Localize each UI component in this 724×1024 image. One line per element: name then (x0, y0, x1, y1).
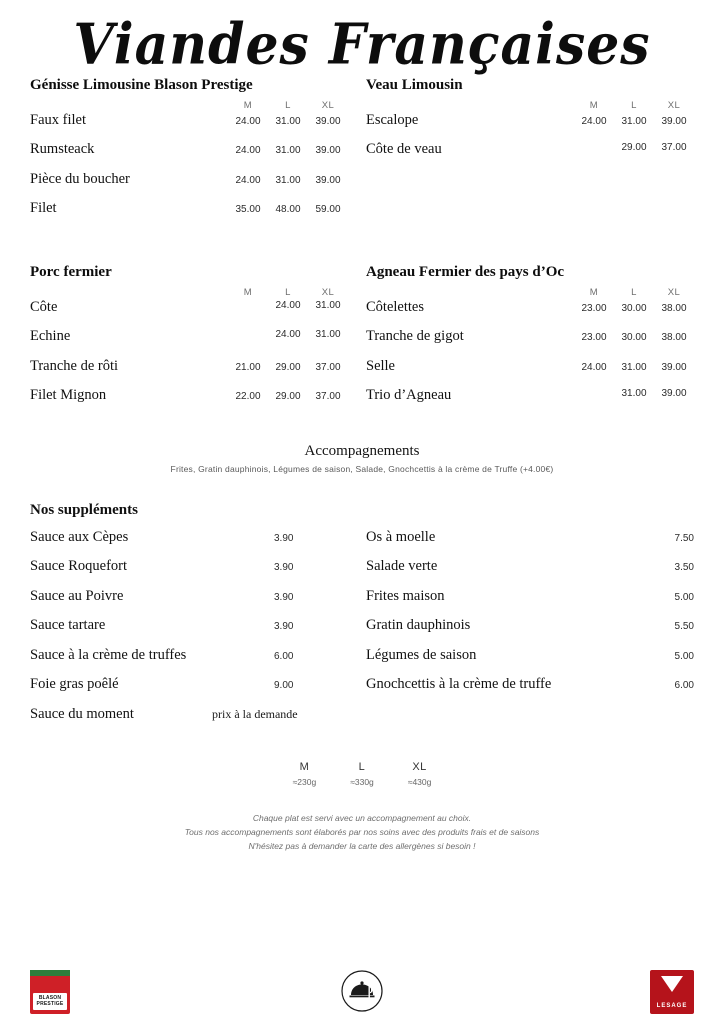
supplement-price: 6.00 (674, 680, 694, 692)
supplement-price: 3.90 (274, 621, 294, 633)
supplements-block (0, 529, 724, 736)
size-label-xl: XL (667, 286, 681, 298)
lesage-logo (650, 970, 694, 1014)
menu-item (30, 141, 348, 171)
footer-logos (0, 962, 724, 1016)
supplements-column-right (362, 529, 694, 736)
weight-entry-m (293, 761, 317, 787)
item-prices (228, 329, 348, 340)
price-l: 24.00 (275, 329, 301, 341)
item-name: Faux filet (30, 111, 86, 128)
accompagnements-description: Frites, Gratin dauphinois, Légumes de saison, Salade, Gnochcettis à la crème de Truffe (+4.00€) (170, 463, 554, 474)
item-name: Côte (30, 298, 58, 315)
supplement-price: 7.50 (674, 532, 694, 544)
price-xl: 59.00 (315, 204, 341, 216)
restaurant-cloche-icon (341, 970, 383, 1012)
weight-value: ≈230g (292, 777, 317, 788)
item-name: Pièce du boucher (30, 170, 130, 187)
price-xl: 39.00 (661, 115, 687, 127)
price-xl: 39.00 (661, 361, 687, 373)
menu-item (30, 112, 348, 142)
supplement-price: 3.90 (274, 532, 294, 544)
menu-item (366, 141, 694, 171)
item-name: Filet Mignon (30, 387, 107, 404)
price-m: 24.00 (581, 115, 607, 127)
weight-value: ≈330g (350, 777, 374, 788)
supplement-name: Salade verte (366, 558, 438, 575)
price-l: 29.00 (275, 391, 301, 403)
menu-item (366, 112, 694, 142)
blason-prestige-badge-icon (30, 970, 70, 1014)
section-title-porc: Porc fermier (30, 263, 112, 280)
supplement-price: 6.00 (274, 650, 294, 662)
supplement-item (30, 647, 352, 677)
item-name: Selle (366, 357, 395, 374)
price-m: 35.00 (235, 204, 261, 216)
price-l: 31.00 (621, 361, 647, 373)
supplement-item (30, 558, 352, 588)
supplement-item (30, 588, 352, 618)
supplement-name: Gnochcettis à la crème de truffe (366, 676, 552, 693)
item-prices (228, 116, 348, 127)
footnote-line: Chaque plat est servi avec un accompagnement au choix. (252, 813, 472, 824)
weight-letter: L (358, 761, 366, 774)
price-l: 31.00 (621, 115, 647, 127)
supplement-name: Gratin dauphinois (366, 617, 471, 634)
menu-row-pork-lamb (0, 264, 724, 417)
price-m: 24.00 (235, 174, 261, 186)
item-name: Côte de veau (366, 141, 442, 158)
price-m: 24.00 (235, 145, 261, 157)
item-name: Echine (30, 328, 71, 345)
item-prices (574, 116, 694, 127)
item-prices (574, 388, 694, 399)
section-porc (30, 264, 362, 417)
size-label-m: M (589, 286, 599, 298)
supplement-item (30, 529, 352, 559)
size-label-xl: XL (321, 286, 335, 298)
blason-prestige-line2: PRESTIGE (36, 1000, 64, 1007)
item-name: Escalope (366, 111, 419, 128)
section-genisse (30, 77, 362, 230)
item-name: Filet (30, 200, 57, 217)
supplement-name: Foie gras poêlé (30, 676, 119, 693)
weight-entry-l (350, 761, 374, 787)
menu-item (30, 387, 348, 417)
size-header-agneau (366, 284, 694, 299)
menu-row-beef-veal (0, 77, 724, 230)
supplement-price: 5.50 (674, 621, 694, 633)
supplement-name: Sauce à la crème de truffes (30, 646, 187, 663)
supplement-item (366, 558, 694, 588)
blason-prestige-text (33, 993, 67, 1010)
size-label-l: L (631, 286, 637, 298)
price-l: 30.00 (621, 302, 647, 314)
weight-letter: M (299, 761, 310, 774)
item-prices (574, 142, 694, 153)
item-prices (228, 362, 348, 373)
item-prices (574, 362, 694, 373)
menu-item (30, 299, 348, 329)
price-xl: 38.00 (661, 332, 687, 344)
item-prices (228, 300, 348, 311)
supplement-item (366, 588, 694, 618)
spacer (0, 230, 724, 264)
supplement-item (366, 617, 694, 647)
price-l: 29.00 (275, 361, 301, 373)
item-prices (574, 303, 694, 314)
item-name: Tranche de gigot (366, 328, 464, 345)
supplements-title: Nos suppléments (30, 501, 138, 518)
supplement-item (366, 647, 694, 677)
section-title-veau: Veau Limousin (366, 76, 463, 93)
supplement-name: Sauce du moment (30, 705, 134, 722)
blason-prestige-line1: BLASON (38, 995, 62, 1002)
price-xl: 38.00 (661, 302, 687, 314)
size-label-xl: XL (667, 99, 681, 111)
menu-item (366, 387, 694, 417)
size-label-m: M (589, 99, 599, 111)
price-m: 23.00 (581, 332, 607, 344)
footnote-line: N'hésitez pas à demander la carte des allergènes si besoin ! (248, 841, 476, 852)
item-name: Trio d’Agneau (366, 387, 452, 404)
supplement-price: 3.90 (274, 591, 294, 603)
size-header-porc (30, 284, 348, 299)
price-l: 31.00 (275, 115, 301, 127)
price-m: 21.00 (235, 361, 261, 373)
size-label-xl: XL (321, 99, 335, 111)
item-name: Tranche de rôti (30, 357, 119, 374)
menu-item (30, 328, 348, 358)
supplement-price: 5.00 (674, 650, 694, 662)
item-name: Rumsteack (30, 141, 95, 158)
item-name: Côtelettes (366, 298, 424, 315)
price-xl: 39.00 (661, 388, 687, 400)
section-veau (362, 77, 694, 230)
section-title-agneau: Agneau Fermier des pays d’Oc (366, 263, 565, 280)
supplement-name: Sauce tartare (30, 617, 106, 634)
menu-item (30, 171, 348, 201)
price-xl: 37.00 (315, 361, 341, 373)
cloche-logo (341, 970, 383, 1012)
size-header-veau (366, 97, 694, 112)
page-header (0, 0, 724, 77)
price-xl: 37.00 (661, 142, 687, 154)
supplement-price-note: prix à la demande (212, 706, 298, 721)
supplements-column-left (30, 529, 362, 736)
supplement-name: Os à moelle (366, 528, 436, 545)
supplement-price: 5.00 (674, 591, 694, 603)
supplement-name: Sauce aux Cèpes (30, 528, 129, 545)
footnotes (0, 811, 724, 853)
price-xl: 39.00 (315, 174, 341, 186)
price-l: 31.00 (275, 174, 301, 186)
footnote-line: Tous nos accompagnements sont élaborés par nos soins avec des produits frais et de saisons (184, 827, 540, 838)
menu-item (366, 299, 694, 329)
supplement-item (30, 617, 352, 647)
price-m: 24.00 (581, 361, 607, 373)
supplement-name: Sauce Roquefort (30, 558, 128, 575)
item-prices (228, 391, 348, 402)
price-l: 30.00 (621, 332, 647, 344)
lesage-label: LESAGE (656, 1003, 688, 1009)
price-xl: 39.00 (315, 145, 341, 157)
item-prices (228, 145, 348, 156)
weights-legend (0, 761, 724, 787)
menu-item (366, 358, 694, 388)
price-l: 31.00 (621, 388, 647, 400)
price-l: 29.00 (621, 142, 647, 154)
weight-entry-xl (408, 761, 432, 787)
weight-value: ≈430g (407, 777, 432, 788)
supplement-price: 3.90 (274, 562, 294, 574)
supplement-price: 3.50 (674, 562, 694, 574)
size-label-l: L (285, 99, 291, 111)
price-m: 24.00 (235, 115, 261, 127)
size-label-m: M (243, 99, 253, 111)
supplement-item (30, 706, 352, 736)
supplement-name: Frites maison (366, 587, 445, 604)
price-m (228, 300, 268, 311)
price-m (228, 329, 268, 340)
price-m: 22.00 (235, 391, 261, 403)
price-l: 48.00 (275, 204, 301, 216)
price-l: 31.00 (275, 145, 301, 157)
item-prices (228, 175, 348, 186)
accompagnements-title: Accompagnements (304, 442, 420, 459)
section-title-genisse: Génisse Limousine Blason Prestige (30, 76, 253, 93)
page-title: Viandes Françaises (73, 11, 651, 78)
blason-prestige-logo (30, 970, 70, 1014)
size-label-l: L (631, 99, 637, 111)
price-m (574, 388, 614, 399)
price-m (574, 142, 614, 153)
price-m: 23.00 (581, 302, 607, 314)
menu-item (366, 328, 694, 358)
size-label-m: M (243, 286, 253, 298)
item-prices (574, 332, 694, 343)
supplement-name: Légumes de saison (366, 646, 477, 663)
supplement-item (366, 529, 694, 559)
price-xl: 31.00 (315, 299, 341, 311)
size-label-l: L (285, 286, 291, 298)
accompagnements-block (0, 443, 724, 474)
supplement-name: Sauce au Poivre (30, 587, 124, 604)
supplement-item (30, 676, 352, 706)
size-header-genisse (30, 97, 348, 112)
item-prices (228, 204, 348, 215)
price-xl: 37.00 (315, 391, 341, 403)
supplement-price: 9.00 (274, 680, 294, 692)
supplement-item (366, 676, 694, 706)
menu-item (30, 358, 348, 388)
section-agneau (362, 264, 694, 417)
price-xl: 39.00 (315, 115, 341, 127)
lesage-v-mark-icon (661, 976, 683, 992)
weight-letter: XL (412, 761, 427, 774)
menu-item (30, 200, 348, 230)
price-xl: 31.00 (315, 329, 341, 341)
price-l: 24.00 (275, 299, 301, 311)
lesage-badge-icon (650, 970, 694, 1014)
